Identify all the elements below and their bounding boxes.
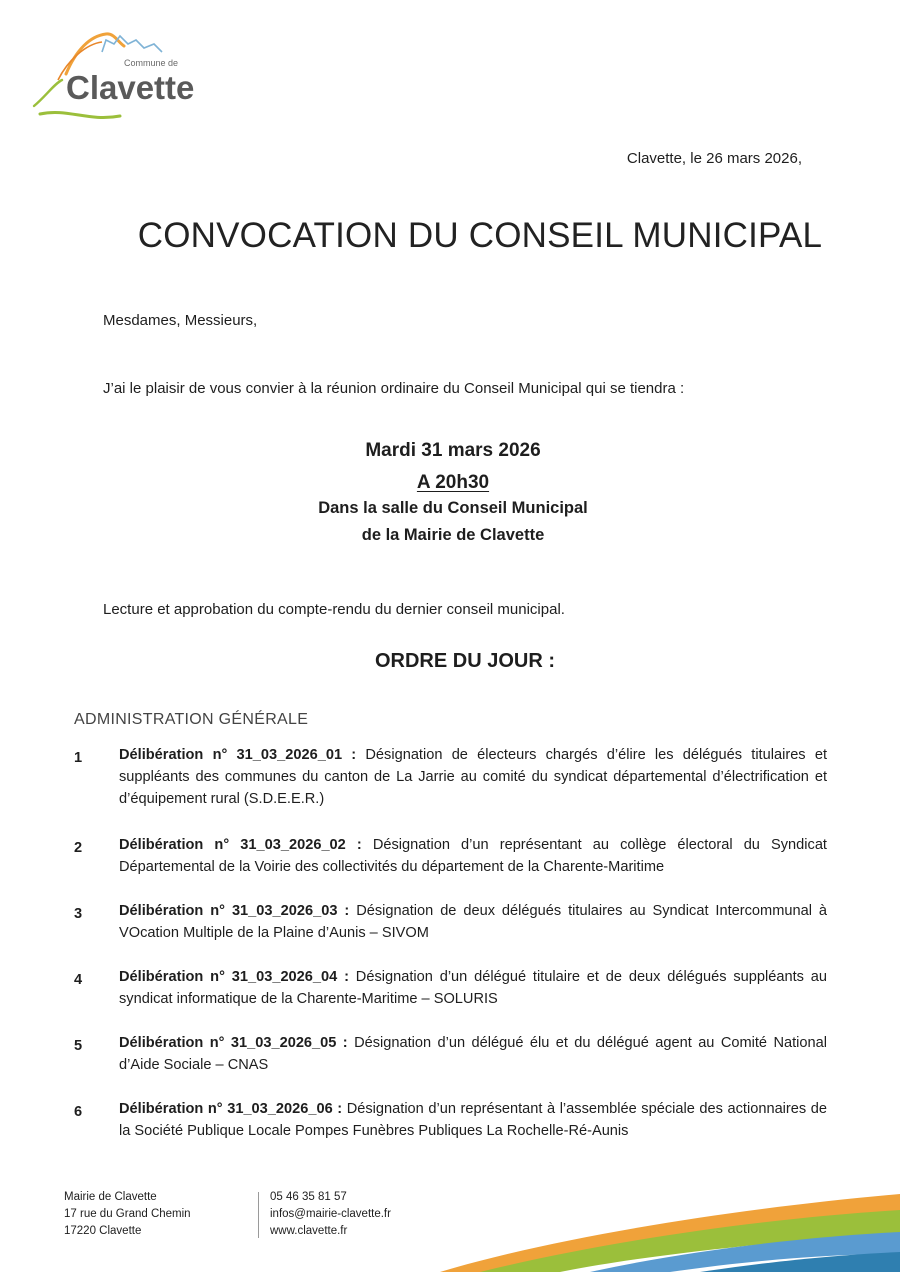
agenda-item-number: 2: [74, 840, 83, 856]
agenda-item-number: 3: [74, 906, 83, 922]
page-title: CONVOCATION DU CONSEIL MUNICIPAL: [137, 216, 823, 255]
place-date: Clavette, le 26 mars 2026,: [626, 150, 802, 167]
agenda-item: [74, 1032, 827, 1076]
agenda-item-ref: Délibération n° 31_03_2026_06 :: [119, 1101, 343, 1117]
agenda-item-number: 6: [74, 1104, 83, 1120]
agenda-item-number: 4: [74, 972, 83, 988]
meeting-date: Mardi 31 mars 2026: [365, 440, 541, 461]
footer-website: www.clavette.fr: [270, 1225, 348, 1237]
salutation: Mesdames, Messieurs,: [103, 312, 258, 329]
agenda-item-text: Désignation de deux délégués titulaires au Syndicat Intercommunal à VOcation Multiple de la Plaine d’Aunis – SIVOM: [119, 903, 827, 941]
meeting-time-text: A 20h30: [416, 472, 490, 493]
reading-text: Lecture et approbation du compte-rendu du dernier conseil municipal.: [103, 601, 565, 618]
agenda-item-ref: Délibération n° 31_03_2026_04 :: [119, 969, 349, 985]
agenda-item-text: Désignation d’un représentant à l’assemblée spéciale des actionnaires de la Société Publique Locale Pompes Funèbres Publiques La Rochelle-Ré-Aunis: [119, 1101, 827, 1139]
meeting-room-line2: de la Mairie de Clavette: [361, 526, 545, 544]
logo-top-text: Commune de: [124, 58, 179, 68]
footer-wave-graphic: [440, 1188, 900, 1272]
agenda-item-ref: Délibération n° 31_03_2026_05 :: [119, 1035, 348, 1051]
agenda-item-text: Désignation d’un représentant au collège électoral du Syndicat Départemental de la Voirie des collectivités du département de la Charente-Maritime: [119, 837, 827, 875]
section-title: ADMINISTRATION GÉNÉRALE: [74, 711, 309, 728]
footer-divider: [258, 1192, 259, 1238]
intro-text: J’ai le plaisir de vous convier à la réunion ordinaire du Conseil Municipal qui se tiendra :: [103, 380, 685, 397]
meeting-room-line1: Dans la salle du Conseil Municipal: [318, 499, 588, 517]
agenda-item-text: Désignation d’un délégué élu et du délégué agent au Comité National d’Aide Sociale – CNAS: [119, 1035, 827, 1073]
footer-wave-svg: [440, 1188, 900, 1272]
agenda-item: [74, 1098, 827, 1142]
agenda-item: [74, 966, 827, 1010]
footer-address: [64, 1189, 191, 1240]
agenda-title: ORDRE DU JOUR :: [374, 650, 555, 672]
agenda-item-number: 1: [74, 750, 83, 766]
agenda-item: [74, 744, 827, 810]
agenda-item-text: Désignation de électeurs chargés d’élire les délégués titulaires et suppléants des communes du canton de La Jarrie au comité du syndicat départemental d’électrification et d’équipement rural (S.D.E.E.R.): [119, 747, 828, 807]
footer-address-line: Mairie de Clavette: [64, 1191, 157, 1203]
logo-name: Clavette: [66, 69, 195, 106]
agenda-item-ref: Délibération n° 31_03_2026_03 :: [119, 903, 350, 919]
agenda-item-ref: Délibération n° 31_03_2026_01 :: [119, 747, 357, 763]
agenda-item-number: 5: [74, 1038, 83, 1054]
footer-address-line: 17220 Clavette: [64, 1225, 142, 1237]
agenda-item: [74, 900, 827, 944]
footer-email: infos@mairie-clavette.fr: [270, 1208, 391, 1220]
meeting-time: [0, 472, 900, 494]
logo-graphic: [28, 22, 228, 127]
agenda-item: [74, 834, 827, 878]
commune-logo: [28, 22, 228, 127]
footer-contact: [270, 1189, 391, 1240]
agenda-item-text: Désignation d’un délégué titulaire et de deux délégués suppléants au syndicat informatique de la Charente-Maritime – SOLURIS: [119, 969, 828, 1007]
agenda-item-ref: Délibération n° 31_03_2026_02 :: [119, 837, 362, 853]
footer-address-line: 17 rue du Grand Chemin: [64, 1208, 191, 1220]
footer-phone: 05 46 35 81 57: [270, 1191, 347, 1203]
